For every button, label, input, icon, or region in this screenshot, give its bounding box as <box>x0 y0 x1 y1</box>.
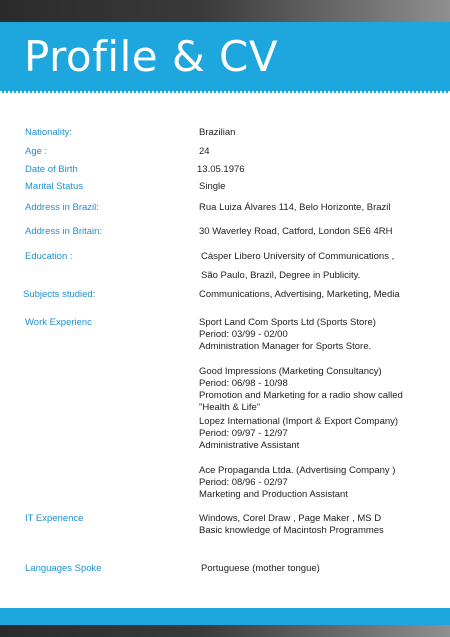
address-brazil-label: Address in Brazil: <box>25 202 99 213</box>
education-label: Education : <box>25 251 73 262</box>
dob-value: 13.05.1976 <box>197 164 245 175</box>
address-brazil-value: Rua Luiza Álvares 114, Belo Horizonte, Brazil <box>199 202 391 213</box>
age-value: 24 <box>199 146 210 157</box>
work-entry-line: Good Impressions (Marketing Consultancy) <box>199 366 382 377</box>
work-entry-line: Ace Propaganda Ltda. (Advertising Company ) <box>199 465 396 476</box>
languages-label: Languages Spoke <box>25 563 102 574</box>
footer-decor-bar <box>0 625 450 637</box>
dob-label: Date of Birth <box>25 164 78 175</box>
page-title: Profile & CV <box>24 32 279 81</box>
marital-status-value: Single <box>199 181 226 192</box>
address-britain-label: Address in Britain: <box>25 226 103 237</box>
subjects-label: Subjects studied: <box>23 289 96 300</box>
work-entry-line: Administration Manager for Sports Store. <box>199 341 372 352</box>
work-entry-line: Lopez International (Import & Export Company) <box>199 416 399 427</box>
work-entry-line: Period: 08/96 - 02/97 <box>199 477 288 488</box>
marital-status-label: Marital Status <box>25 181 84 192</box>
education-line-2: São Paulo, Brazil, Degree in Publicity. <box>201 270 361 281</box>
work-entry-line: Promotion and Marketing for a radio show called <box>199 390 403 401</box>
work-entry-line: Administrative Assistant <box>199 440 300 451</box>
nationality-label: Nationality: <box>25 127 72 138</box>
it-experience-line-1: Windows, Corel Draw , Page Maker , MS D <box>199 513 382 524</box>
header-divider <box>0 91 450 93</box>
address-britain-value: 30 Waverley Road, Catford, London SE6 4RH <box>199 226 393 237</box>
work-entry-line: Sport Land Com Sports Ltd (Sports Store) <box>199 317 376 328</box>
work-experience-label: Work Experienc <box>25 317 92 328</box>
age-label: Age : <box>25 146 48 157</box>
it-experience-label: IT Experience <box>25 513 84 524</box>
work-entry-line: Marketing and Production Assistant <box>199 489 348 500</box>
footer-blue-band <box>0 608 450 625</box>
education-line-1: Cásper Libero University of Communications , <box>201 251 395 262</box>
work-entry-line: Period: 06/98 - 10/98 <box>199 378 288 389</box>
work-entry-line: "Health & Life" <box>199 402 261 413</box>
it-experience-line-2: Basic knowledge of Macintosh Programmes <box>199 525 384 536</box>
languages-value: Portuguese (mother tongue) <box>201 563 320 574</box>
subjects-value: Communications, Advertising, Marketing, Media <box>199 289 400 300</box>
top-decor-bar <box>0 0 450 22</box>
header-band <box>0 22 450 93</box>
work-entry-line: Period: 09/97 - 12/97 <box>199 428 288 439</box>
nationality-value: Brazilian <box>199 127 236 138</box>
work-entry-line: Period: 03/99 - 02/00 <box>199 329 288 340</box>
